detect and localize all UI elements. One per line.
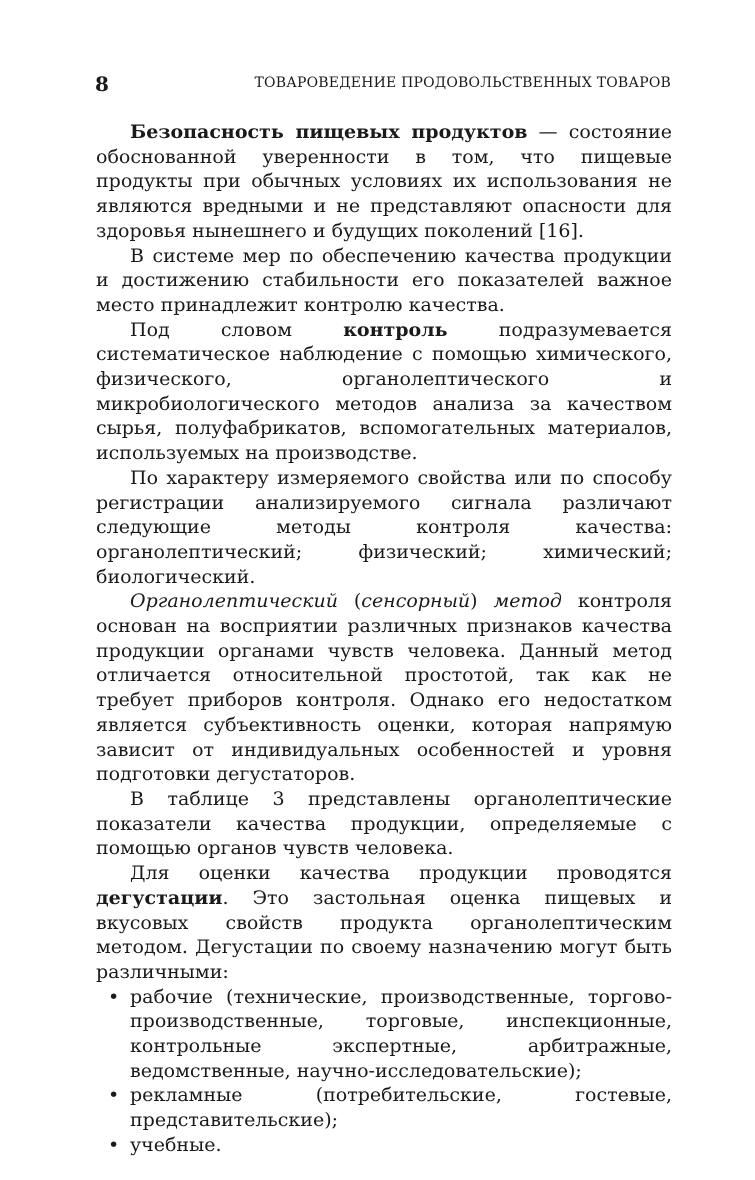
- page-number: 8: [95, 72, 109, 96]
- paragraph-text: Для оценки качества продукции проводятся: [130, 862, 672, 885]
- bullet-icon: •: [108, 1084, 120, 1107]
- term-control: контроль: [343, 318, 448, 341]
- paragraph-control-definition: [96, 318, 672, 466]
- paragraph-food-safety: [96, 120, 672, 244]
- list-item-text: рабочие (технические, производственные, торгово-производственные, торговые, инспекционные, контрольные экспертные, арбитражные, ведомственные, научно-исследовательские);: [130, 985, 672, 1082]
- paragraph-table-reference: [96, 787, 672, 861]
- list-item-text: учебные.: [130, 1133, 222, 1156]
- term-tastings: дегустации: [96, 886, 223, 909]
- paragraph-text: В системе мер по обеспечению качества продукции и достижению стабильности его показателей важное место принадлежит контролю качества.: [96, 244, 672, 316]
- bullet-icon: •: [108, 1133, 120, 1156]
- body-text: [96, 120, 672, 1158]
- tasting-types-list: [96, 985, 672, 1158]
- paragraph-control-methods: [96, 466, 672, 590]
- paren-close: ): [470, 590, 494, 613]
- paren-open: (: [337, 590, 362, 613]
- bullet-icon: •: [108, 985, 120, 1008]
- paragraph-text: Под словом: [130, 318, 344, 341]
- term-method: метод: [493, 590, 562, 613]
- term-food-safety: Безопасность пищевых продуктов: [130, 121, 528, 143]
- paragraph-tastings: [96, 861, 672, 985]
- paragraph-text: . Это застольная оценка пищевых и вкусовых свойств продукта органолептическим методом. Дегустации по своему назначению могут быть различными:: [96, 886, 672, 983]
- list-item-text: рекламные (потребительские, гостевые, представительские);: [130, 1084, 672, 1132]
- paragraph-text: По характеру измеряемого свойства или по способу регистрации анализируемого сигнала различают следующие методы контроля качества: органолептический; физический; химический; биологический.: [96, 466, 672, 588]
- list-item: [96, 1083, 672, 1132]
- paragraph-text: В таблице 3 представлены органолептические показатели качества продукции, определяемые с помощью органов чувств человека.: [96, 787, 672, 860]
- running-title: ТОВАРОВЕДЕНИЕ ПРОДОВОЛЬСТВЕННЫХ ТОВАРОВ: [254, 75, 671, 91]
- paragraph-text: — состояние обоснованной уверенности в том, что пищевые продукты при обычных условиях их использования не являются вредными и не представляют опасности для здоровья нынешнего и будущих поколений [16].: [96, 121, 672, 242]
- paragraph-text: контроля основан на восприятии различных признаков качества продукции органами чувств человека. Данный метод отличается относительной простотой, так как не требует приборов контроля. Однако его недостатком является субъективность оценки, которая напрямую зависит от индивидуальных особенностей и уровня подготовки дегустаторов.: [96, 590, 673, 786]
- list-item: [96, 985, 672, 1084]
- term-organoleptic: Органолептический: [130, 590, 338, 613]
- paragraph-quality-control: [96, 244, 672, 318]
- page-header: [0, 0, 755, 110]
- paragraph-text: подразумевается систематическое наблюдение с помощью химического, физического, органолептического и микробиологического методов анализа за качеством сырья, полуфабрикатов, вспомогательных материалов, используемых на производстве.: [96, 318, 672, 465]
- paragraph-organoleptic-method: [96, 589, 672, 787]
- term-sensory: сенсорный: [361, 590, 471, 613]
- list-item: [96, 1133, 672, 1158]
